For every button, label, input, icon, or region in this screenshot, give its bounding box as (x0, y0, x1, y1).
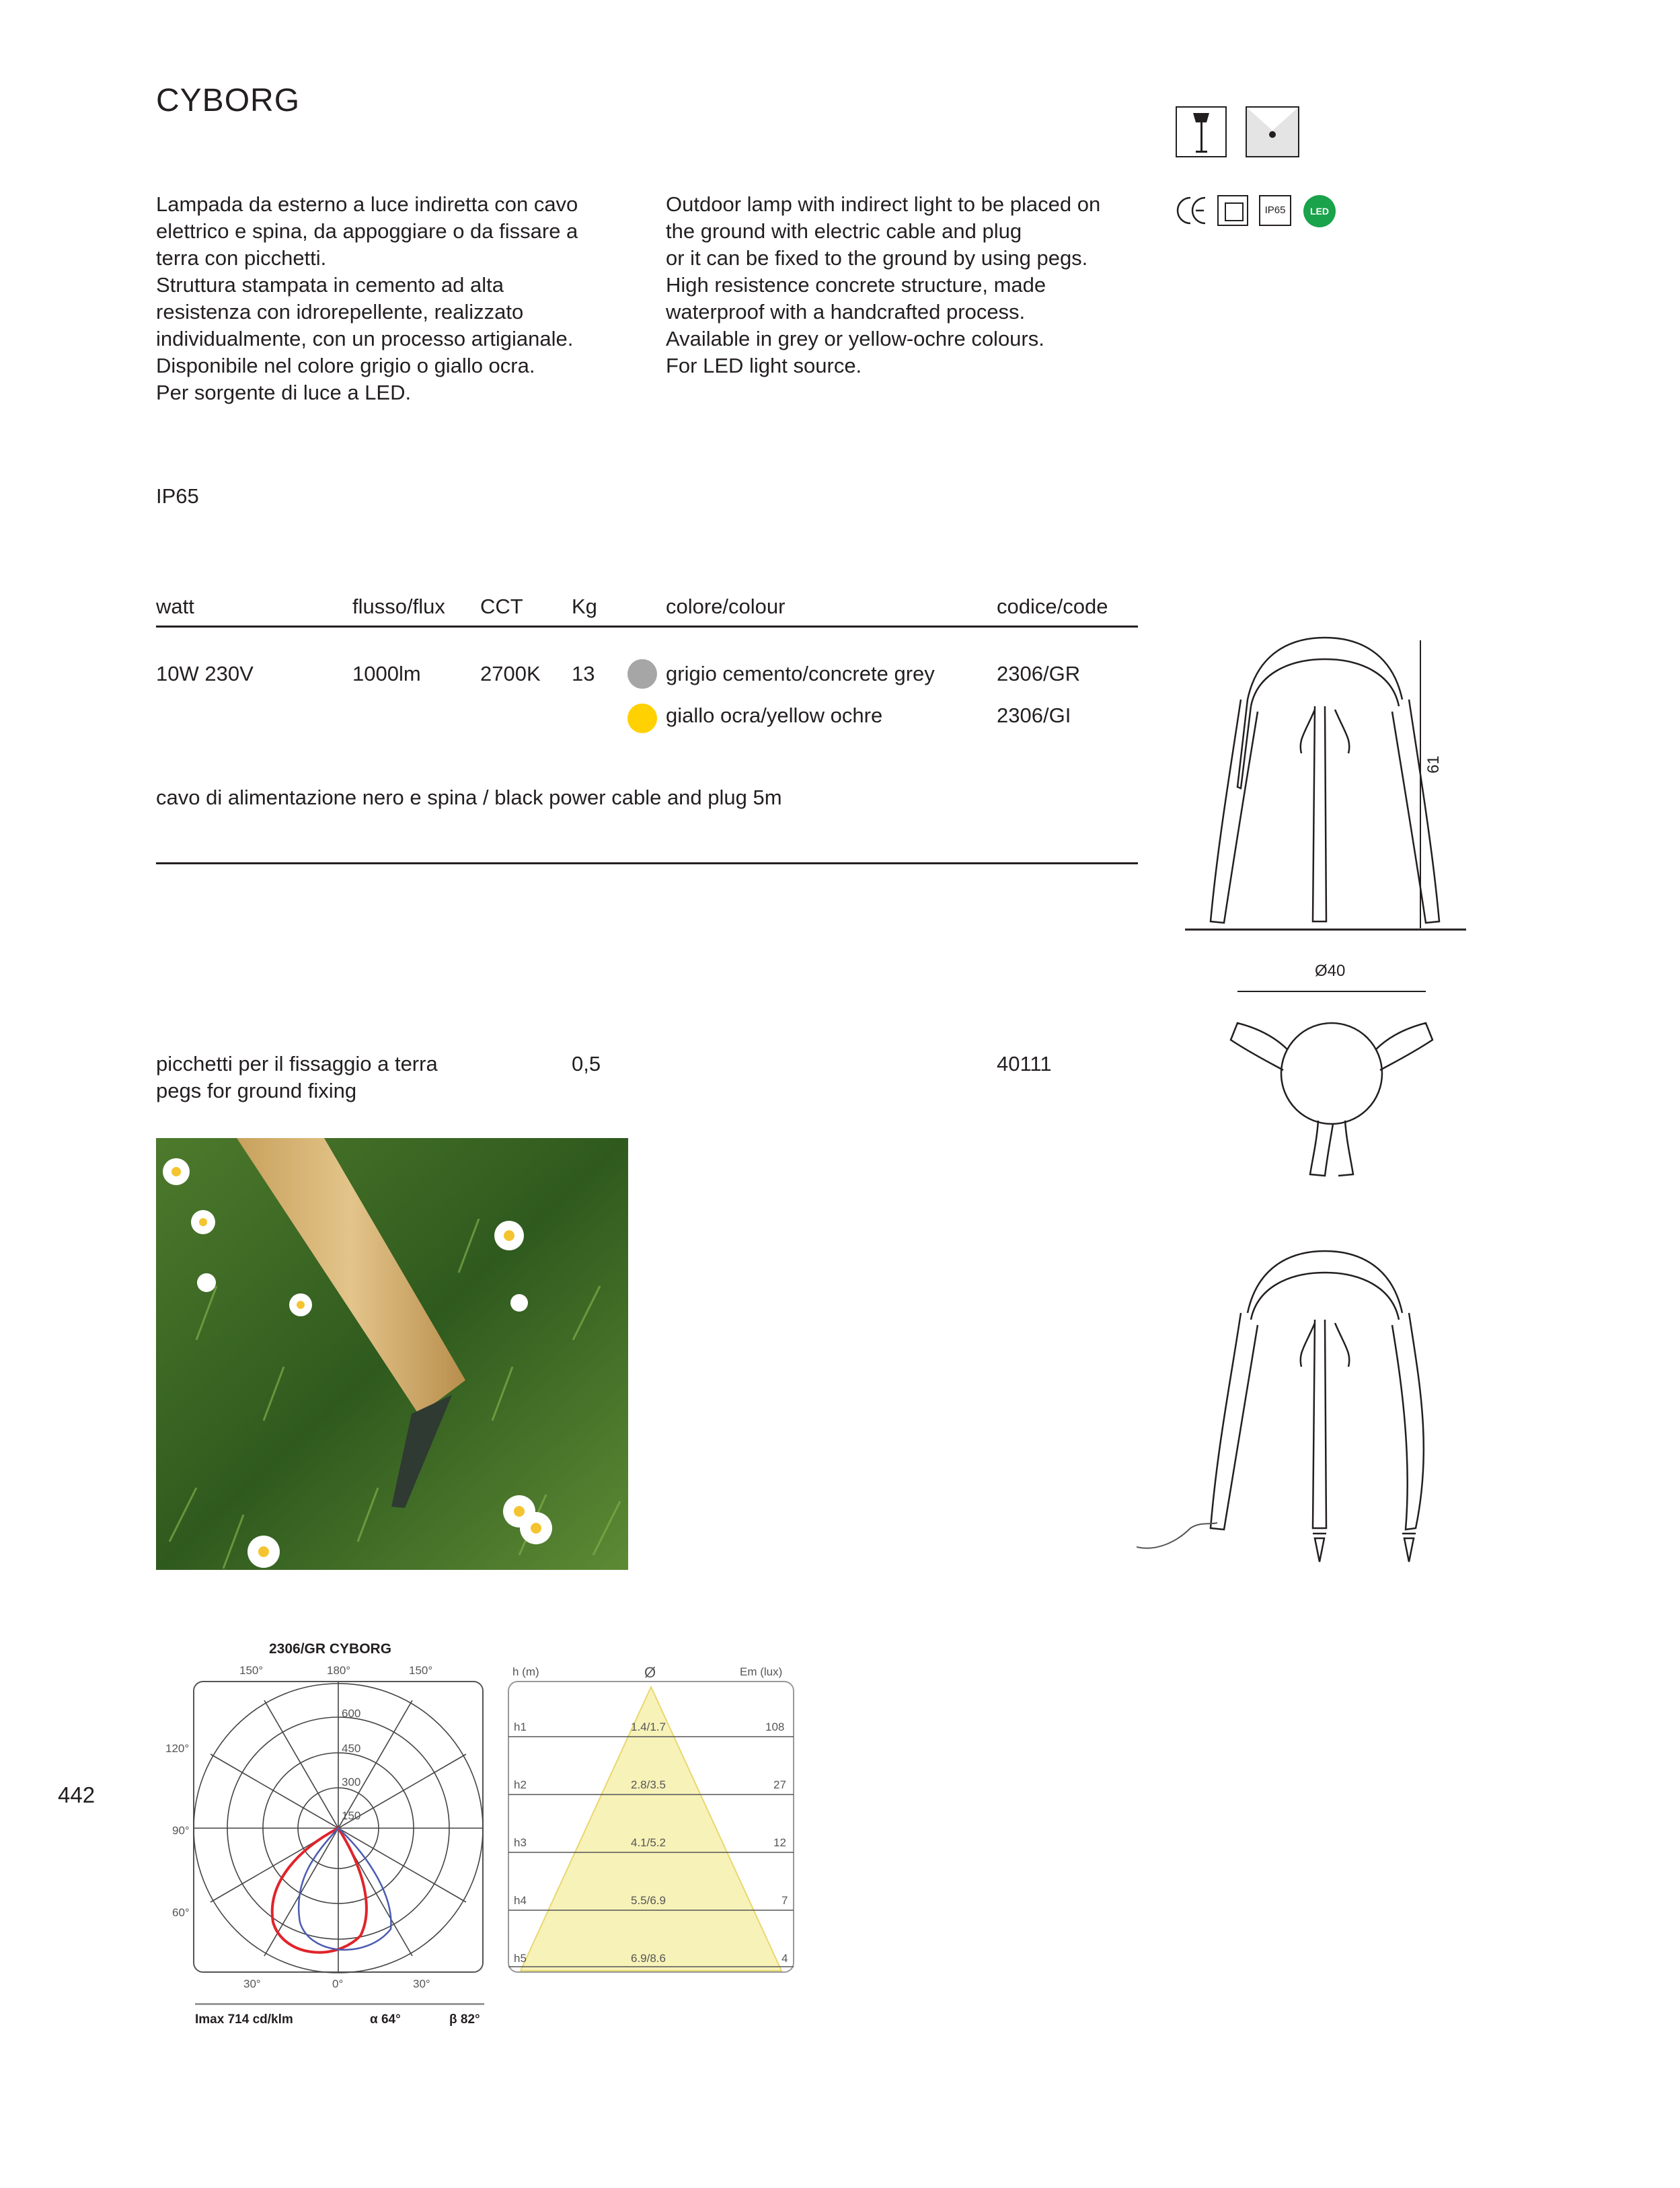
cone-row-d: 2.8/3.5 (631, 1778, 666, 1791)
variant-colour: giallo ocra/yellow ochre (666, 704, 883, 727)
cone-row-e: 27 (773, 1778, 786, 1791)
cone-row-d: 5.5/6.9 (631, 1894, 666, 1907)
angle-label: 150° (409, 1664, 433, 1677)
indirect-light-icon (1246, 106, 1299, 157)
cone-row-e: 7 (781, 1894, 788, 1907)
ce-mark-icon (1176, 194, 1209, 227)
cone-e-header: Em (lux) (740, 1665, 783, 1678)
angle-label: 120° (165, 1742, 190, 1755)
lamp-top-drawing (1224, 986, 1439, 1188)
angle-label: 90° (172, 1824, 190, 1837)
cone-diagram (507, 1680, 795, 1973)
variant-code: 2306/GI (997, 704, 1071, 727)
variant-colour: grigio cemento/concrete grey (666, 662, 935, 685)
class-ii-icon (1217, 195, 1248, 226)
header-colour: colore/colour (666, 595, 786, 618)
height-dimension: 61 (1424, 755, 1443, 774)
angle-label: 180° (327, 1664, 351, 1677)
row-flux: 1000lm (352, 662, 421, 685)
cone-row-h: h3 (514, 1836, 527, 1849)
row-watt: 10W 230V (156, 662, 254, 685)
cone-row-h: h5 (514, 1952, 527, 1965)
cone-d-header: Ø (644, 1664, 656, 1681)
led-badge (1303, 195, 1336, 227)
imax-value: Imax 714 cd/klm (195, 2012, 293, 2027)
beta-angle: β 82° (449, 2012, 480, 2027)
alpha-angle: α 64° (370, 2012, 401, 2027)
cone-row-h: h2 (514, 1778, 527, 1791)
ring-label-300: 300 (342, 1776, 361, 1788)
angle-label: 30° (243, 1977, 261, 1990)
cone-row-d: 4.1/5.2 (631, 1836, 666, 1849)
table-bottom-rule (156, 862, 1138, 864)
cone-row-d: 1.4/1.7 (631, 1721, 666, 1733)
peg-photo (156, 1138, 628, 1570)
ip65-badge-label: IP65 (1264, 204, 1286, 216)
cone-row-h: h4 (514, 1894, 527, 1907)
header-kg: Kg (572, 595, 597, 618)
lamp-with-pegs-drawing (1137, 1246, 1433, 1569)
description-italian: Lampada da esterno a luce indiretta con cavo elettrico e spina, da appoggiare o da fissare a terra con picchetti. Struttura stampata in cemento ad alta resistenza con idrorepellente, realizzato individualmente, con un processo artigianale. Disponibile nel colore grigio o giallo ocra. Per sorgente di luce a LED. (156, 192, 578, 404)
accessory-code: 40111 (997, 1052, 1052, 1076)
header-cct: CCT (480, 595, 523, 618)
angle-label: 30° (413, 1977, 430, 1990)
floor-lamp-icon (1176, 106, 1227, 157)
ip-rating: IP65 (156, 484, 199, 508)
ip65-badge (1259, 195, 1291, 226)
cable-note: cavo di alimentazione nero e spina / black power cable and plug 5m (156, 786, 782, 809)
ring-label-600: 600 (342, 1707, 361, 1720)
cone-row-e: 4 (781, 1952, 788, 1965)
diameter-dimension: Ø40 (1315, 962, 1346, 980)
header-flux: flusso/flux (352, 595, 445, 618)
page-number: 442 (58, 1782, 96, 1807)
table-header-rule (156, 626, 1138, 628)
cone-h-header: h (m) (512, 1665, 539, 1678)
angle-label: 60° (172, 1906, 190, 1919)
description-english: Outdoor lamp with indirect light to be placed on the ground with electric cable and plug or it can be fixed to the ground by using pegs. High resistence concrete structure, made waterproof with a handcrafted process. Available in grey or yellow-ochre colours. For LED light source. (666, 192, 1101, 377)
angle-label: 0° (332, 1977, 344, 1990)
yellow-swatch (627, 704, 657, 733)
photometry-rule (195, 2003, 484, 2005)
polar-diagram (192, 1680, 484, 1973)
accessory-kg: 0,5 (572, 1052, 601, 1076)
ring-label-150: 150 (342, 1809, 361, 1822)
lamp-side-drawing (1184, 632, 1480, 935)
header-watt: watt (156, 595, 194, 618)
photometry-title: 2306/GR CYBORG (269, 1641, 392, 1657)
cone-row-e: 108 (765, 1721, 785, 1733)
cone-row-h: h1 (514, 1721, 527, 1733)
led-badge-label: LED (1310, 206, 1329, 217)
grey-swatch (627, 659, 657, 689)
page-title: CYBORG (156, 83, 301, 118)
angle-label: 150° (239, 1664, 264, 1677)
header-code: codice/code (997, 595, 1108, 618)
cone-row-e: 12 (773, 1836, 786, 1849)
row-kg: 13 (572, 662, 595, 685)
accessory-name-en: pegs for ground fixing (156, 1079, 357, 1102)
variant-code: 2306/GR (997, 662, 1081, 685)
ring-label-450: 450 (342, 1742, 361, 1755)
accessory-name-it: picchetti per il fissaggio a terra (156, 1052, 438, 1076)
row-cct: 2700K (480, 662, 541, 685)
cone-row-d: 6.9/8.6 (631, 1952, 666, 1965)
